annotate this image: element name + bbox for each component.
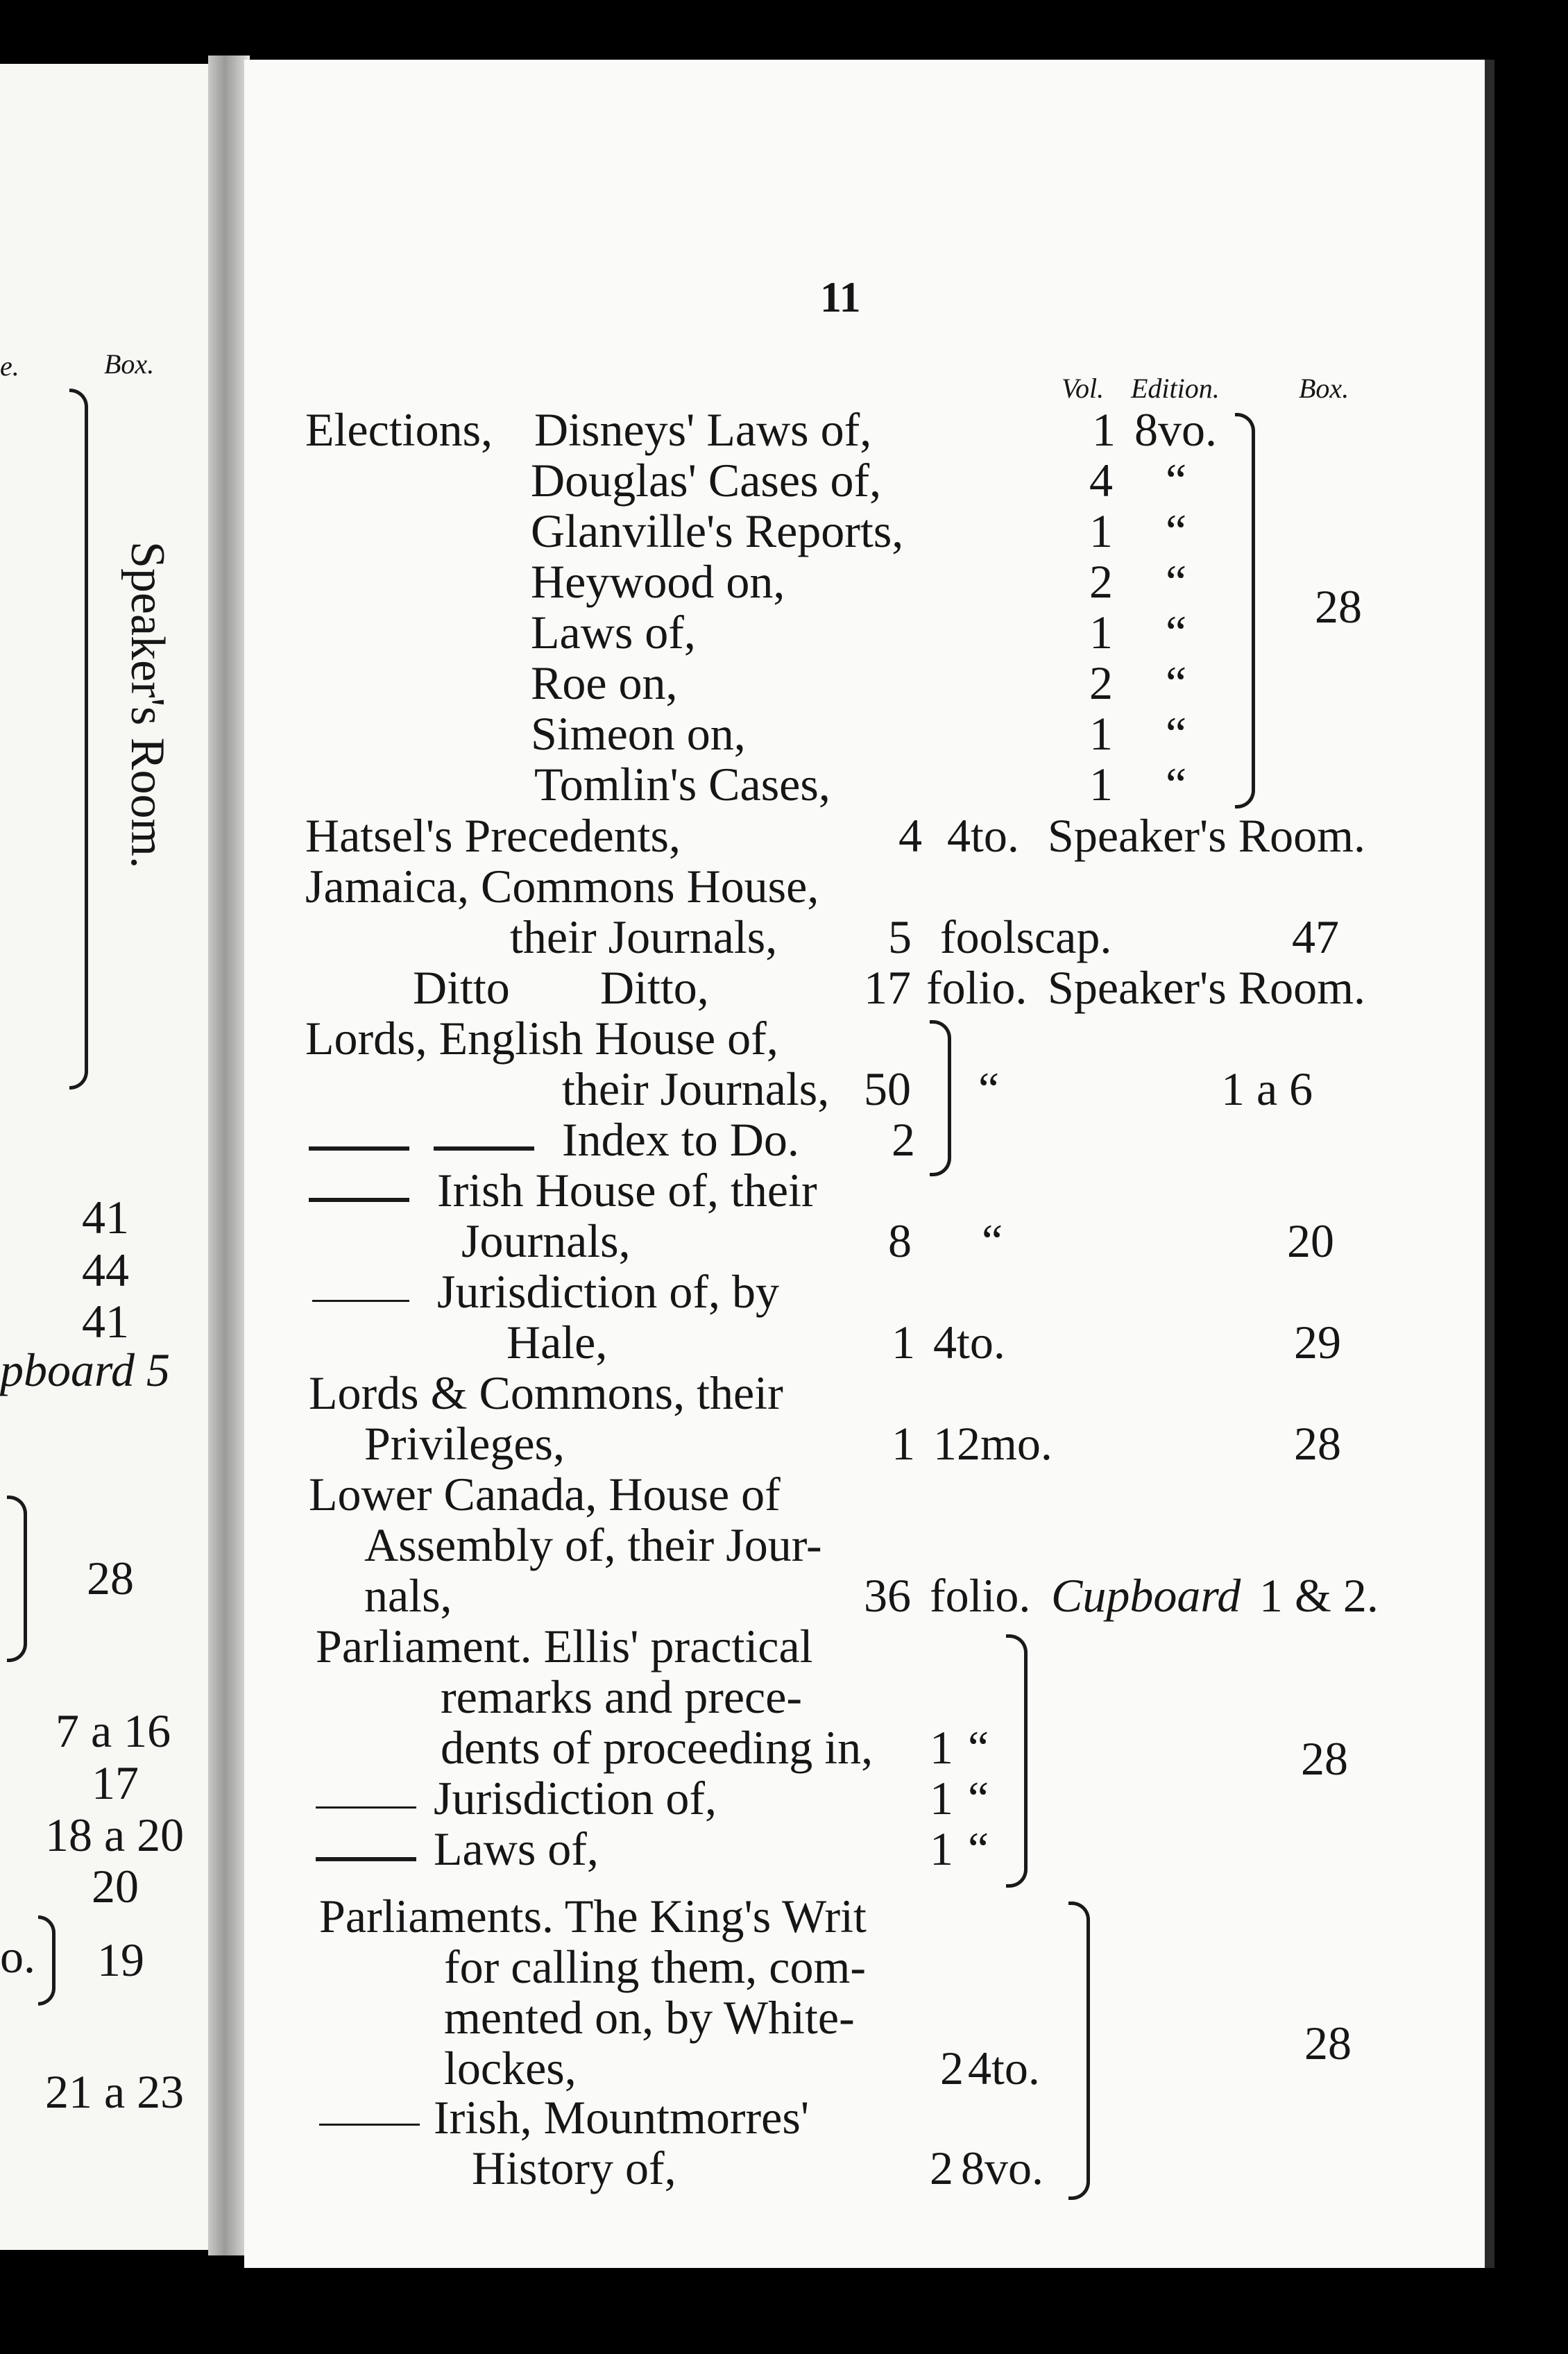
elections-item-edition: 8vo. — [1134, 403, 1217, 456]
elections-item-title: Heywood on, — [531, 555, 785, 608]
jurisdiction-line2: Hale, — [506, 1316, 608, 1369]
elections-item-edition: “ — [1166, 505, 1187, 557]
elections-item-title: Tomlin's Cases, — [534, 758, 830, 811]
left-cupboard: pboard 5 — [0, 1344, 170, 1396]
elections-item-vol: 2 — [1089, 555, 1113, 608]
parliament-ed5: “ — [968, 1822, 989, 1875]
elections-item-vol: 1 — [1089, 707, 1113, 760]
elections-box: 28 — [1315, 580, 1362, 633]
parliaments-vol2: 2 — [930, 2142, 953, 2194]
lords-edition: “ — [978, 1062, 1000, 1115]
elections-item-title: Laws of, — [531, 606, 696, 659]
left-number-3: 41 — [82, 1295, 129, 1348]
book-gutter — [208, 56, 250, 2255]
jurisdiction-box: 29 — [1294, 1316, 1341, 1369]
lower-canada-vol: 36 — [864, 1569, 911, 1622]
ditto-vol: 17 — [864, 961, 911, 1014]
elections-item-vol: 1 — [1089, 758, 1113, 811]
parliaments-line5: Irish, Mountmorres' — [434, 2091, 810, 2144]
lords-vol1: 50 — [864, 1062, 911, 1115]
irish-house-box: 20 — [1287, 1214, 1334, 1267]
jurisdiction-line1: Jurisdiction of, by — [437, 1265, 779, 1318]
elections-item-vol: 1 — [1089, 505, 1113, 557]
parliament-line5: Laws of, — [434, 1822, 599, 1875]
parliaments-line3: mented on, by White- — [444, 1991, 855, 2044]
elections-item-vol: 4 — [1089, 454, 1113, 507]
ditto-rule — [309, 1198, 409, 1202]
elections-item-title: Glanville's Reports, — [531, 505, 904, 557]
irish-house-line1: Irish House of, their — [437, 1164, 817, 1217]
parliament-ed3: “ — [968, 1721, 989, 1774]
parliament-box: 28 — [1301, 1732, 1348, 1785]
ditto-rule — [316, 1806, 416, 1809]
jamaica-box: 47 — [1292, 911, 1339, 963]
parliament-line2: remarks and prece- — [441, 1670, 803, 1723]
lower-canada-line2: Assembly of, their Jour- — [364, 1518, 822, 1571]
irish-house-line2: Journals, — [461, 1214, 631, 1267]
parliament-line4: Jurisdiction of, — [434, 1772, 717, 1824]
elections-item-vol: 2 — [1089, 657, 1113, 709]
left-range-1: 7 a 16 — [56, 1704, 171, 1757]
parliaments-ed1: 4to. — [968, 2042, 1040, 2094]
hatsel-box: Speaker's Room. — [1048, 809, 1365, 862]
left-range-4: 20 — [92, 1860, 139, 1913]
lords-commons-vol: 1 — [892, 1417, 915, 1470]
jamaica-line1: Jamaica, Commons House, — [305, 860, 819, 913]
parliament-ed4: “ — [968, 1772, 989, 1824]
lords-box: 1 a 6 — [1221, 1062, 1313, 1115]
elections-brace — [1235, 413, 1255, 808]
parliament-line3: dents of proceeding in, — [441, 1721, 874, 1774]
header-edition: Edition. — [1131, 373, 1220, 404]
elections-item-vol: 1 — [1089, 606, 1113, 659]
parliament-brace — [1006, 1634, 1028, 1888]
parliaments-ed2: 8vo. — [961, 2142, 1043, 2194]
lords-brace — [930, 1020, 951, 1176]
left-header-fragment: e. — [0, 350, 19, 382]
lords-line3: Index to Do. — [562, 1113, 799, 1166]
ditto-rule — [434, 1146, 534, 1151]
lower-canada-line1: Lower Canada, House of — [309, 1468, 781, 1521]
ditto-rule — [312, 1300, 409, 1302]
elections-item-vol: 1 — [1092, 403, 1116, 456]
left-header-box: Box. — [104, 348, 155, 380]
parliament-line1: Parliament. Ellis' practical — [316, 1620, 813, 1673]
hatsel-vol: 4 — [898, 809, 922, 862]
parliaments-line4: lockes, — [444, 2042, 577, 2094]
elections-item-edition: “ — [1166, 707, 1187, 760]
parliaments-line6: History of, — [472, 2142, 676, 2194]
elections-item-title: Disneys' Laws of, — [534, 403, 872, 456]
elections-lead: Elections, — [305, 403, 493, 456]
elections-item-edition: “ — [1166, 606, 1187, 659]
parliaments-line1: Parliaments. The King's Writ — [319, 1890, 867, 1942]
lords-commons-line2: Privileges, — [364, 1417, 565, 1470]
lower-canada-box-italic: Cupboard — [1051, 1569, 1241, 1622]
elections-item-edition: “ — [1166, 454, 1187, 507]
jamaica-line2: their Journals, — [510, 911, 778, 963]
parliaments-vol1: 2 — [940, 2042, 964, 2094]
elections-item-title: Roe on, — [531, 657, 678, 709]
header-vol: Vol. — [1062, 373, 1105, 404]
left-row19: 19 — [97, 1933, 144, 1986]
page-edge-shadow — [1485, 60, 1494, 2268]
jamaica-vol: 5 — [888, 911, 912, 963]
parliaments-box: 28 — [1304, 2017, 1352, 2069]
elections-item-edition: “ — [1166, 555, 1187, 608]
elections-item-title: Douglas' Cases of, — [531, 454, 882, 507]
lords-commons-box: 28 — [1294, 1417, 1341, 1470]
left-last: 21 a 23 — [45, 2065, 185, 2118]
left-brace-value: 28 — [87, 1552, 134, 1604]
jamaica-edition: foolscap. — [940, 911, 1112, 963]
ditto-rule — [319, 2124, 420, 2126]
page-number: 11 — [820, 274, 861, 321]
jurisdiction-vol: 1 — [892, 1316, 915, 1369]
left-speakers-brace — [69, 389, 88, 1090]
parliaments-brace — [1068, 1902, 1090, 2200]
ditto-rule — [309, 1146, 409, 1151]
parliament-vol4: 1 — [930, 1772, 953, 1824]
left-number-2: 44 — [82, 1244, 129, 1296]
lower-canada-edition: folio. — [930, 1569, 1031, 1622]
ditto-a: Ditto — [413, 961, 510, 1014]
lords-line1: Lords, English House of, — [305, 1012, 778, 1065]
lower-canada-box-rest: 1 & 2. — [1259, 1569, 1379, 1622]
lords-commons-line1: Lords & Commons, their — [309, 1366, 783, 1419]
jurisdiction-edition: 4to. — [933, 1316, 1005, 1369]
lords-line2: their Journals, — [562, 1062, 830, 1115]
hatsel-title: Hatsel's Precedents, — [305, 809, 681, 862]
left-range-2: 17 — [92, 1756, 139, 1809]
left-brace-28 — [7, 1496, 27, 1662]
parliament-vol5: 1 — [930, 1822, 953, 1875]
left-vertical-label: Speaker's Room. — [121, 541, 174, 869]
elections-item-edition: “ — [1166, 758, 1187, 811]
lords-commons-edition: 12mo. — [933, 1417, 1053, 1470]
parliament-vol3: 1 — [930, 1721, 953, 1774]
left-number-1: 41 — [82, 1191, 129, 1244]
hatsel-edition: 4to. — [947, 809, 1019, 862]
left-range-3: 18 a 20 — [45, 1809, 185, 1861]
ditto-edition: folio. — [926, 961, 1028, 1014]
left-page — [0, 64, 223, 2250]
left-row19-fragment: o. — [0, 1930, 35, 1983]
irish-house-edition: “ — [982, 1214, 1003, 1267]
left-brace-19 — [38, 1915, 56, 2006]
ditto-rule — [316, 1857, 416, 1861]
irish-house-vol: 8 — [888, 1214, 912, 1267]
ditto-box: Speaker's Room. — [1048, 961, 1365, 1014]
elections-item-title: Simeon on, — [531, 707, 746, 760]
lower-canada-line3: nals, — [364, 1569, 452, 1622]
header-box: Box. — [1299, 373, 1349, 404]
parliaments-line2: for calling them, com- — [444, 1940, 867, 1993]
ditto-b: Ditto, — [600, 961, 709, 1014]
elections-item-edition: “ — [1166, 657, 1187, 709]
lords-vol2: 2 — [892, 1113, 915, 1166]
